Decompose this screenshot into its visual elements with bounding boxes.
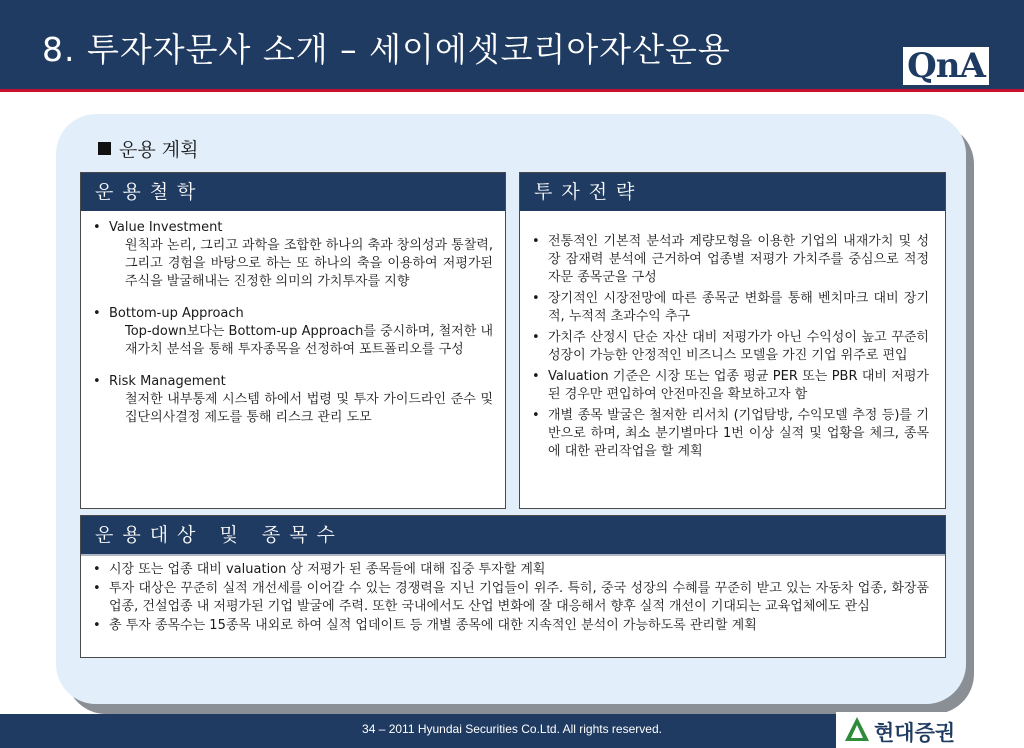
square-bullet-icon [98,142,111,155]
bullet-icon: • [532,408,540,423]
targets-title: 운용대상 및 종목수 [81,516,945,556]
bullet-icon: • [93,220,101,235]
item-description: 철저한 내부통제 시스템 하에서 법령 및 투자 가이드라인 준수 및 집단의사결정 제도를 통해 리스크 관리 도모 [125,392,493,425]
targets-list [81,556,945,635]
item-description: 원칙과 논리, 그리고 과학을 조합한 하나의 축과 창의성과 통찰력, 그리고 경험을 바탕으로 하는 또 하나의 축을 이용하여 저평가된 주식을 발굴해내는 진정한 의미의 가치투자를 지향 [125,238,493,289]
strategy-box [519,172,946,509]
bullet-icon: • [93,581,101,596]
qna-logo: QnA [903,47,989,85]
list-item [532,368,929,404]
header-bar [0,0,1024,89]
list-item [93,580,929,616]
targets-box [80,515,946,658]
bullet-icon: • [532,234,540,249]
list-item [532,407,929,461]
section-heading [98,135,198,162]
item-label: Bottom-up Approach [109,306,244,321]
bullet-icon: • [93,618,101,633]
item-text: 총 투자 종목수는 15종목 내외로 하여 실적 업데이트 등 개별 종목에 대한 지속적인 분석이 가능하도록 관리할 계획 [109,618,757,633]
item-label: Value Investment [109,220,223,235]
philosophy-title: 운용철학 [81,173,505,211]
copyright-text: 34 – 2011 Hyundai Securities Co.Ltd. All rights reserved. [362,722,662,736]
list-item [93,373,493,427]
bullet-icon: • [93,306,101,321]
item-text: 전통적인 기본적 분석과 계량모형을 이용한 기업의 내재가치 및 성장 잠재력 분석에 근거하여 업종별 저평가 가치주를 중심으로 적정 자문 종목군을 구성 [548,234,929,285]
triangle-logo-icon [844,716,870,742]
item-text: Valuation 기준은 시장 또는 업종 평균 PER 또는 PBR 대비 저평가된 경우만 편입하여 안전마진을 확보하고자 함 [548,369,929,402]
item-text: 개별 종목 발굴은 철저한 리서치 (기업탐방, 수익모델 추정 등)를 기반으로 하며, 최소 분기별마다 1번 이상 실적 및 업황을 체크, 종목에 대한 관리작업을 할 계획 [548,408,929,459]
bullet-icon: • [532,330,540,345]
list-item [93,561,929,579]
item-text: 장기적인 시장전망에 따른 종목군 변화를 통해 벤치마크 대비 장기적, 누적적 초과수익 추구 [548,291,929,324]
philosophy-list [81,211,505,427]
item-text: 가치주 산정시 단순 자산 대비 저평가가 아닌 수익성이 높고 꾸준히 성장이 가능한 안정적인 비즈니스 모델을 가진 기업 위주로 편입 [548,330,929,363]
company-logo [836,712,1024,748]
section-heading-text: 운용 계획 [119,139,199,161]
list-item [532,233,929,287]
strategy-title: 투자전략 [520,173,945,211]
strategy-list [520,211,945,461]
company-name: 현대증권 [874,721,956,745]
list-item [532,290,929,326]
header-divider [0,89,1024,92]
bullet-icon: • [93,562,101,577]
list-item [93,617,929,635]
item-description: Top-down보다는 Bottom-up Approach를 중시하며, 철저한 내재가치 분석을 통해 투자종목을 선정하여 포트폴리오를 구성 [125,324,493,357]
bullet-icon: • [93,374,101,389]
item-text: 시장 또는 업종 대비 valuation 상 저평가 된 종목들에 대해 집중 투자할 계획 [109,562,546,577]
list-item [93,305,493,359]
item-label: Risk Management [109,374,226,389]
page-title: 8. 투자자문사 소개 – 세이에셋코리아자산운용 [42,30,731,69]
philosophy-box [80,172,506,509]
list-item [93,219,493,291]
item-text: 투자 대상은 꾸준히 실적 개선세를 이어갈 수 있는 경쟁력을 지닌 기업들이 위주. 특히, 중국 성장의 수혜를 꾸준히 받고 있는 자동차 업종, 화장품 업종, 건설업종 내 저평가된 기업 발굴에 주력. 또한 국내에서도 산업 변화에 잘 대응해서 향후 실적 개선이 기대되는 교육업체에도 관심 [109,581,929,614]
list-item [532,329,929,365]
bullet-icon: • [532,291,540,306]
bullet-icon: • [532,369,540,384]
